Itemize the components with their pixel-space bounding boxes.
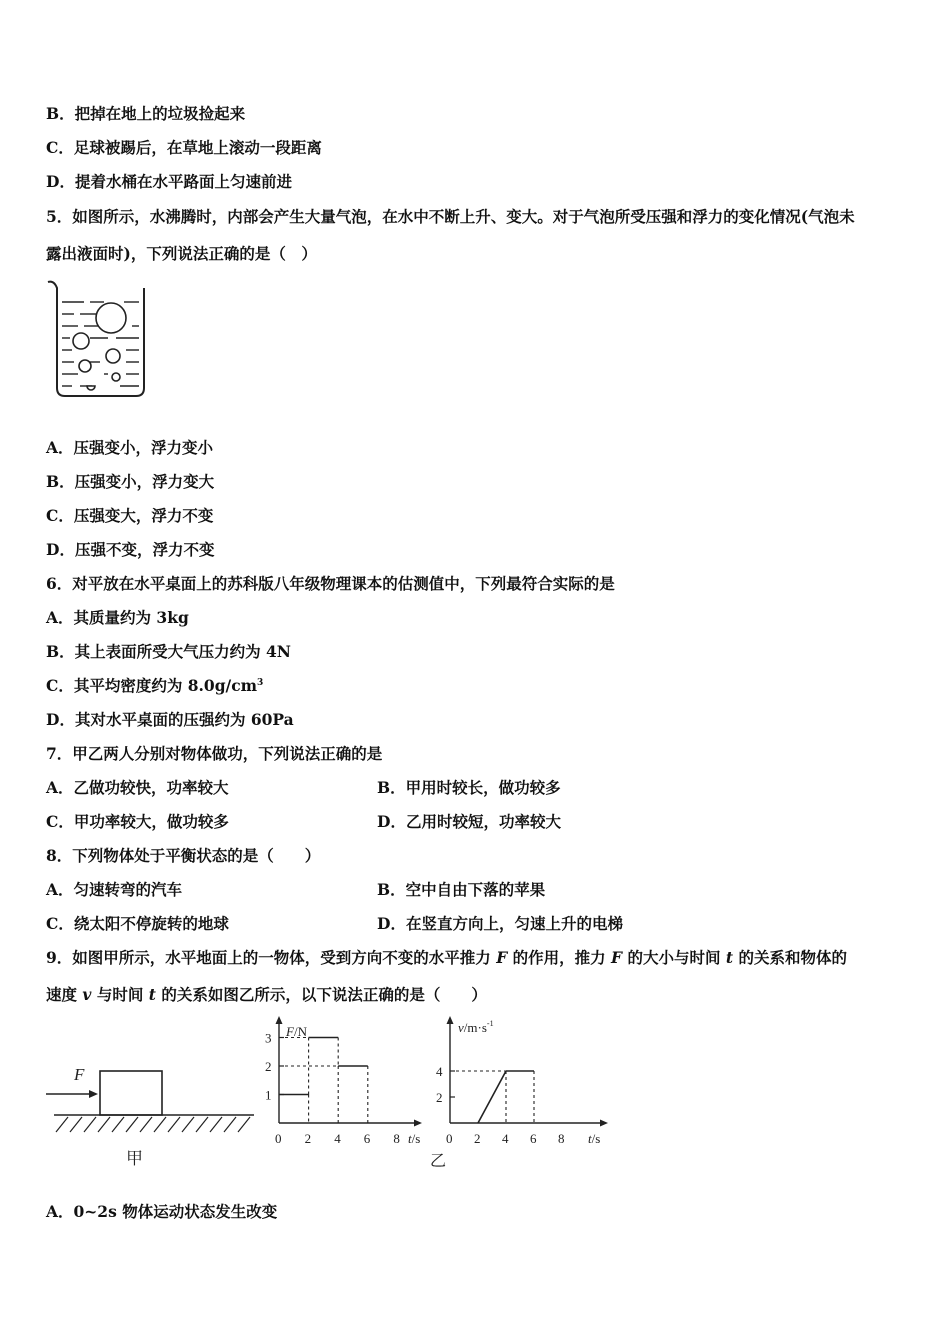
q5-option-b: B．压强变小，浮力变大 (46, 472, 215, 491)
force-x-tick-label: 8 (393, 1131, 400, 1146)
fig-yi-label: 乙 (430, 1153, 447, 1170)
q9-var-t: t (148, 985, 156, 1004)
velocity-x-tick-label: 2 (474, 1131, 481, 1146)
velocity-x-tick-label: 6 (530, 1131, 537, 1146)
q8-stem: 8．下列物体处于平衡状态的是（ ） (46, 846, 321, 865)
force-y-tick-label: 3 (265, 1030, 272, 1046)
figure-jia (40, 1060, 265, 1172)
force-y-tick-label: 1 (265, 1087, 272, 1103)
q5-option-d: D．压强不变，浮力不变 (46, 540, 215, 559)
beaker-figure (44, 276, 156, 404)
force-x-tick-label: 4 (334, 1131, 341, 1146)
force-label: F (74, 1065, 85, 1084)
velocity-series-segment (478, 1071, 506, 1123)
velocity-x-tick-label: 4 (502, 1131, 509, 1146)
q9-l1-part1: 9．如图甲所示，水平地面上的一物体，受到方向不变的水平推力 (46, 948, 491, 967)
q9-l2-part2: 与时间 (96, 985, 144, 1004)
q9-option-a: A．0~2s 物体运动状态发生改变 (46, 1202, 278, 1221)
q6-stem: 6．对平放在水平桌面上的苏科版八年级物理课本的估测值中，下列最符合实际的是 (46, 574, 615, 593)
q5-stem-line2: 露出液面时)，下列说法正确的是（ ） (46, 244, 317, 263)
option-d: D．提着水桶在水平路面上匀速前进 (46, 172, 292, 191)
q9-l2-part1: 速度 (46, 985, 78, 1004)
force-y-arrow (276, 1016, 283, 1024)
q9-var-f: F (496, 948, 508, 967)
velocity-y-arrow (447, 1016, 454, 1024)
velocity-y-tick-label: 2 (436, 1090, 443, 1105)
q9-l1-part3: 的大小与时间 (627, 948, 721, 967)
q6-option-c (46, 674, 263, 696)
velocity-y-label: $v/m\cdot s^{-1}$ (458, 1019, 494, 1035)
force-y-tick-label: 2 (265, 1059, 272, 1074)
fig-jia-label: 甲 (126, 1149, 143, 1168)
force-x-label: t/s (408, 1131, 421, 1146)
q6-option-a: A．其质量约为 3kg (46, 608, 189, 627)
q7-option-b: B．甲用时较长，做功较多 (377, 778, 561, 797)
q9-var-f: F (611, 948, 623, 967)
q9-stem-line1 (46, 946, 847, 968)
block (100, 1071, 162, 1115)
q5-option-a: A．压强变小，浮力变小 (46, 438, 214, 457)
q6-option-c-text: C．其平均密度约为 8.0g/cm (46, 676, 258, 695)
velocity-x-tick-label: 0 (446, 1131, 453, 1146)
q8-option-d: D．在竖直方向上，匀速上升的电梯 (377, 914, 623, 933)
force-arrow-head (89, 1090, 98, 1098)
q7-option-a: A．乙做功较快，功率较大 (46, 778, 229, 797)
q9-l1-part4: 的关系和物体的 (738, 948, 847, 967)
option-b: B．把掉在地上的垃圾捡起来 (46, 104, 246, 123)
q8-option-b: B．空中自由下落的苹果 (377, 880, 546, 899)
q5-option-c: C．压强变大，浮力不变 (46, 506, 214, 525)
q9-l2-part3: 的关系如图乙所示，以下说法正确的是（ ） (161, 985, 487, 1004)
q7-stem: 7．甲乙两人分别对物体做功，下列说法正确的是 (46, 744, 383, 763)
q8-option-c: C．绕太阳不停旋转的地球 (46, 914, 229, 933)
figure-yi-graphs (258, 1014, 618, 1174)
q7-option-c: C．甲功率较大，做功较多 (46, 812, 229, 831)
q9-stem-line2 (46, 983, 487, 1005)
velocity-x-tick-label: 8 (558, 1131, 565, 1146)
q6-option-c-sup: 3 (257, 677, 264, 688)
force-x-tick-label: 6 (363, 1131, 371, 1146)
q6-option-d: D．其对水平桌面的压强约为 60Pa (46, 710, 294, 729)
q9-var-t: t (725, 948, 734, 967)
velocity-x-arrow (600, 1120, 608, 1127)
q9-l1-part2: 的作用，推力 (512, 948, 606, 967)
force-x-arrow (414, 1120, 422, 1127)
q7-option-d: D．乙用时较短，功率较大 (377, 812, 561, 831)
velocity-x-label: t/s (588, 1131, 601, 1146)
option-c: C．足球被踢后，在草地上滚动一段距离 (46, 138, 322, 157)
q9-var-v: v (82, 985, 92, 1004)
q6-option-b: B．其上表面所受大气压力约为 4N (46, 642, 291, 661)
ground-hatching (56, 1117, 250, 1132)
force-y-label: F/N (286, 1024, 307, 1039)
force-x-tick-label: 0 (275, 1131, 282, 1146)
velocity-y-tick-label: 4 (436, 1064, 443, 1079)
q8-option-a: A．匀速转弯的汽车 (46, 880, 183, 899)
q5-stem-line1: 5．如图所示，水沸腾时，内部会产生大量气泡，在水中不断上升、变大。对于气泡所受压强和浮力的变化情况(气泡未 (46, 207, 855, 226)
force-x-tick-label: 2 (304, 1131, 312, 1146)
